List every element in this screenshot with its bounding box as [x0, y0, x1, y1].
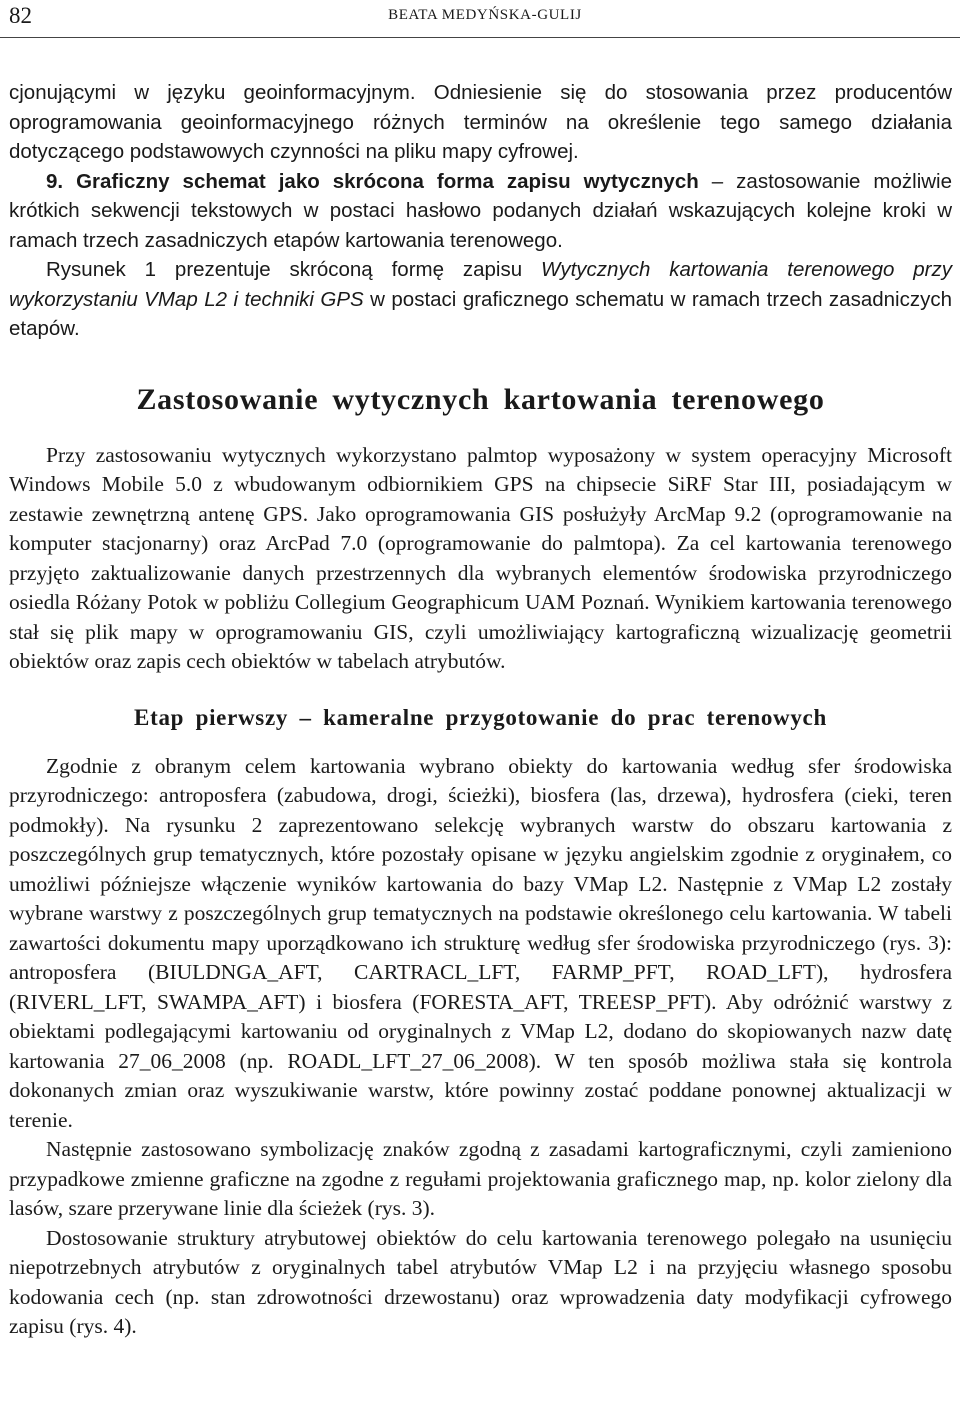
- header-rule: [0, 37, 960, 38]
- section-heading-stage-one: Etap pierwszy – kameralne przygotowanie do prac terenowych: [134, 704, 827, 730]
- intro-paragraph-3: [9, 255, 952, 344]
- intro-paragraph-1: cjonującymi w języku geoinformacyjnym. Odniesienie się do stosowania przez producentów oprogramowania geoinformacyjnego różnych terminów na określenie tego samego działania dotyczącego podstawowych czynności na pliku mapy cyfrowej.: [9, 81, 952, 163]
- section2-paragraph-3: Dostosowanie struktury atrybutowej obiektów do celu kartowania terenowego polegało na usunięciu niepotrzebnych atrybutów z oryginalnych tabel atrybutów VMap L2 i na przyjęciu własnego sposobu kodowania cech (np. stan zdrowotności drzewostanu) oraz wprowadzenia daty modyfikacji cyfrowego zapisu (rys. 4).: [9, 1225, 952, 1338]
- page-body: [9, 78, 952, 1342]
- guideline-9-text: – zastosowanie możliwie krótkich sekwencji tekstowych w postaci hasłowo podanych działań wskazujących kolejne kroki w ramach trzech zasadniczych etapów kartowania terenowego.: [9, 169, 953, 252]
- section1-paragraph-1: Przy zastosowaniu wytycznych wykorzystano palmtop wyposażony w system operacyjny Microsoft Windows Mobile 5.0 z wbudowanym odbiornikiem GPS na chipsecie SiRF Star III, posiadającym w zestawie zewnętrzną antenę GPS. Jako oprogramowania GIS posłużyły ArcMap 9.2 (oprogramowanie na komputer stacjonarny) oraz ArcPad 7.0 (oprogramowanie do palmtopa). Za cel kartowania terenowego przyjęto zaktualizowanie danych przestrzennych dla wybranych elementów środowiska przyrodniczego osiedla Różany Potok w pobliżu Collegium Geographicum UAM Poznań. Wynikiem kartowania terenowego stał się plik mapy w oprogramowaniu GIS, czyli umożliwiający kartograficzną wizualizację geometrii obiektów oraz zapis cech obiektów w tabelach atrybutów.: [9, 442, 952, 673]
- section-heading-application: Zastosowanie wytycznych kartowania terenowego: [136, 382, 825, 416]
- intro-p3-start: Rysunek 1 prezentuje skróconą formę zapisu: [46, 258, 542, 281]
- intro-paragraph-2: [9, 167, 952, 256]
- intro-p3-end: w postaci graficznego schematu w ramach trzech zasadniczych etapów.: [9, 287, 952, 340]
- intro-p3-title: Wytycznych kartowania terenowego przy wykorzystaniu VMap L2 i techniki GPS: [9, 258, 953, 311]
- guideline-9-title: 9. Graficzny schemat jako skrócona forma zapisu wytycznych: [46, 169, 699, 193]
- page-number: 82: [9, 3, 32, 28]
- section2-paragraph-1: Zgodnie z obranym celem kartowania wybrano obiekty do kartowania według sfer środowiska przyrodniczego: antroposfera (zabudowa, drogi, ścieżki), biosfera (las, drzewa), hydrosfera (cieki, teren podmokły). Na rysunku 2 zaprezentowano selekcję wybranych warstw do obszaru kartowania z poszczególnych grup tematycznych, które pozostały opisane w języku angielskim zgodnie z oryginałem, co umożliwi późniejsze włączenie wyników kartowania do bazy VMap L2. Następnie z VMap L2 zostały wybrane warstwy z poszczególnych grup tematycznych na podstawie określonego celu kartowania. W tabeli zawartości dokumentu mapy uporządkowano ich strukturę według sfer środowiska przyrodniczego (rys. 3): antroposfera (BIULDNGA_AFT, CARTRACL_LFT, FARMP_PFT, ROAD_LFT), hydrosfera (RIVERL_LFT, SWAMPA_AFT) i biosfera (FORESTA_AFT, TREESP_PFT). Aby odróżnić warstwy z obiektami podlegającymi kartowaniu od oryginalnych z VMap L2, dodano do skopiowanych nazw datę kartowania 27_06_2008 (np. ROADL_LFT_27_06_2008). W ten sposób możliwa stała się kontrola dokonanych zmian oraz wyszukiwanie warstw, które powinny zostać poddane ponownej aktualizacji w terenie.: [9, 753, 952, 1132]
- section2-paragraph-2: Następnie zastosowano symbolizację znaków zgodną z zasadami kartograficznymi, czyli zamieniono przypadkowe zmienne graficzne na zgodne z regułami projektowania graficznego map, np. kolor zielony dla lasów, szare przerywane linie dla ścieżek (rys. 3).: [9, 1137, 952, 1220]
- running-head: BEATA MEDYŃSKA-GULIJ: [388, 7, 582, 23]
- page-header: [0, 0, 960, 38]
